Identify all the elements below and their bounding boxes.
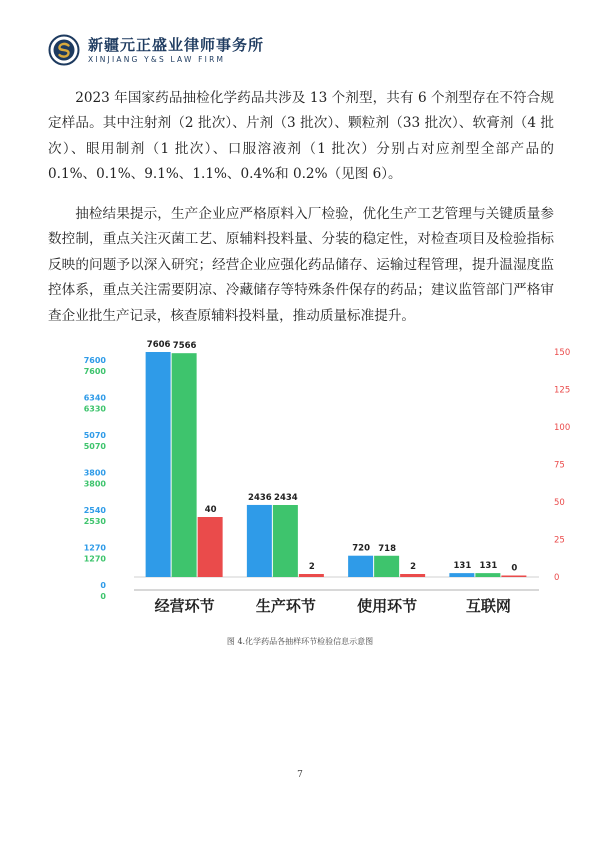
- x-category-label: 使用环节: [357, 597, 418, 615]
- y-tick-label-blue: 5070: [84, 431, 106, 440]
- y-tick-label-blue: 7600: [84, 356, 106, 365]
- bar: [348, 556, 373, 577]
- y-tick-label-right: 100: [554, 423, 571, 433]
- y-tick-label-right: 75: [554, 460, 565, 471]
- bar-value-label: 2436: [248, 492, 272, 503]
- sampling-bar-chart: [84, 336, 574, 626]
- bar-value-label: 720: [352, 543, 370, 554]
- bar-value-label: 0: [511, 563, 518, 574]
- bar-value-label: 7606: [146, 340, 171, 350]
- bar: [475, 573, 500, 577]
- y-tick-label-right: 0: [554, 573, 560, 583]
- x-category-label: 经营环节: [154, 597, 215, 615]
- y-tick-label-blue: 2540: [84, 506, 106, 515]
- bar: [400, 574, 425, 577]
- y-tick-label-green: 0: [100, 592, 106, 601]
- bar: [247, 505, 272, 577]
- bar-value-label: 2434: [274, 492, 298, 503]
- paragraph-recommendations: 抽检结果提示，生产企业应严格原料入厂检验，优化生产工艺管理与关键质量参数控制，重点关注灭菌工艺、原辅料投料量、分装的稳定性，对检查项目及检验指标反映的问题予以深入研究；经营企业应强化药品储存、运输过程管理，提升温湿度监控体系，重点关注需要阴凉、冷藏储存等特殊条件保存的药品；建议监管部门严格审查企业批生产记录，核查原辅料投料量，推动质量标准提升。: [48, 205, 554, 324]
- y-tick-label-blue: 0: [100, 581, 106, 590]
- bar-value-label: 2: [410, 562, 417, 572]
- y-tick-label-blue: 1270: [84, 543, 106, 553]
- bar: [146, 352, 171, 577]
- y-tick-label-green: 7600: [84, 367, 106, 376]
- bar-value-label: 7566: [172, 341, 197, 352]
- y-tick-label-green: 1270: [84, 554, 106, 564]
- y-tick-label-green: 3800: [84, 479, 106, 489]
- firm-name-en: XINJIANG Y&S LAW FIRM: [88, 54, 226, 64]
- firm-logo-icon: [48, 34, 80, 66]
- bar: [172, 353, 197, 577]
- y-tick-label-right: 50: [554, 498, 565, 508]
- y-tick-label-green: 5070: [84, 442, 106, 451]
- bar-value-label: 131: [453, 561, 472, 572]
- bar-value-label: 718: [378, 543, 396, 554]
- bar: [273, 505, 298, 577]
- bar: [198, 517, 223, 577]
- bar-value-label: 40: [204, 505, 217, 515]
- firm-name-cn: 新疆元正盛业律师事务所: [88, 35, 265, 54]
- y-tick-label-green: 6330: [84, 404, 106, 414]
- bar: [449, 573, 474, 577]
- y-tick-label-right: 125: [554, 385, 571, 396]
- figure-caption: 图 4.化学药品各抽样环节检验信息示意图: [226, 637, 374, 646]
- y-tick-label-right: 25: [554, 535, 565, 546]
- bar: [374, 556, 399, 577]
- bar: [299, 574, 324, 577]
- y-tick-label-blue: 3800: [84, 468, 106, 478]
- bar-value-label: 131: [479, 561, 498, 572]
- y-tick-label-blue: 6340: [84, 393, 106, 403]
- x-category-label: 生产环节: [255, 597, 316, 615]
- firm-name: [88, 36, 264, 65]
- bar-value-label: 2: [308, 562, 315, 572]
- page-number: 7: [297, 770, 303, 780]
- y-tick-label-right: 150: [554, 348, 571, 358]
- page-header: [48, 30, 264, 70]
- paragraph-dosage-forms: 2023 年国家药品抽检化学药品共涉及 13 个剂型，共有 6 个剂型存在不符合规定样品。其中注射剂（2 批次）、片剂（3 批次）、颗粒剂（33 批次）、软膏剂（4 批次）、眼用制剂（1 批次）、口服溶液剂（1 批次）分别占对应剂型全部产品的 0.1%、0.1%、9.1%、1.1%、0.4%和 0.2%（见图 6）。: [48, 89, 554, 183]
- bar: [501, 576, 526, 578]
- x-category-label: 互联网: [465, 597, 511, 615]
- y-tick-label-green: 2530: [84, 517, 106, 526]
